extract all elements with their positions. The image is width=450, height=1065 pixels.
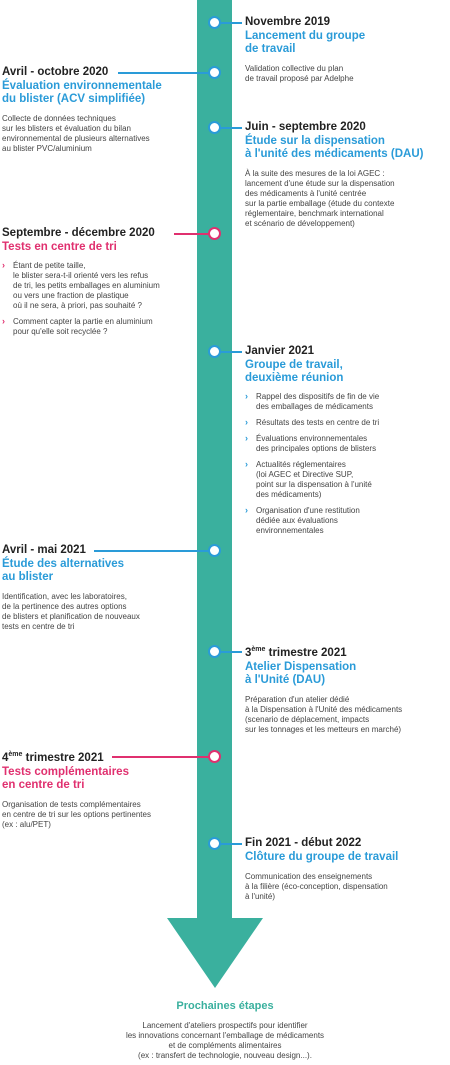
event-date: Fin 2021 - début 2022 [245, 837, 362, 849]
event-date: Septembre - décembre 2020 [2, 227, 155, 239]
connector [220, 127, 242, 129]
timeline-dot [208, 227, 221, 240]
timeline-dot [208, 837, 221, 850]
next-steps-description: Lancement d'ateliers prospectifs pour identifier les innovations concernant l'emballage de médicaments et de compléments alimentaires (ex : transfert de technologie, nouveau design...). [125, 1021, 325, 1060]
timeline-dot [208, 66, 221, 79]
timeline-dot [208, 750, 221, 763]
list-item: › Actualités réglementaires (loi AGEC et Directive SUP, point sur la dispensation à l'unité des médicaments) [245, 459, 372, 499]
timeline-dot [208, 544, 221, 557]
list-item: › Rappel des dispositifs de fin de vie des emballages de médicaments [245, 391, 380, 411]
event-date: Novembre 2019 [245, 16, 331, 28]
event-description: Communication des enseignements à la filière (éco-conception, dispensation à l'unité) [245, 872, 388, 901]
event-3eme-trimestre-2021 [245, 643, 447, 735]
chevron-right-icon: › [245, 505, 248, 515]
event-fin-2021-debut-2022 [245, 837, 447, 902]
event-date: Juin - septembre 2020 [245, 121, 366, 133]
event-date: 3ème trimestre 2021 [245, 646, 347, 659]
timeline-spine [197, 0, 232, 925]
event-avril-mai-2021 [2, 544, 197, 632]
list-item: › Résultats des tests en centre de tri [245, 417, 380, 427]
event-date: Avril - octobre 2020 [2, 66, 109, 78]
event-description: Validation collective du plan de travail proposé par Adelphe [245, 64, 354, 83]
chevron-right-icon: › [245, 433, 248, 443]
event-juin-septembre-2020 [245, 121, 447, 229]
event-bullets [245, 392, 445, 536]
event-title: Étude sur la dispensation à l'unité des médicaments (DAU) [245, 135, 424, 160]
event-description: Identification, avec les laboratoires, de la pertinence des autres options de blisters et planification de nouveaux tests en centre de tri [2, 592, 140, 631]
event-title: Évaluation environnementale du blister (ACV simplifiée) [2, 80, 162, 105]
event-title: Lancement du groupe de travail [245, 30, 366, 55]
timeline-dot [208, 645, 221, 658]
event-avril-octobre-2020 [2, 66, 197, 154]
list-item: › Organisation d'une restitution dédiée aux évaluations environnementales [245, 505, 360, 535]
event-title: Étude des alternatives au blister [2, 558, 125, 583]
event-date: Janvier 2021 [245, 345, 315, 357]
connector [220, 22, 242, 24]
chevron-right-icon: › [245, 391, 248, 401]
timeline-arrowhead [167, 918, 263, 988]
connector [220, 651, 242, 653]
timeline-dot [208, 121, 221, 134]
chevron-right-icon: › [2, 260, 5, 270]
event-description: Préparation d'un atelier dédié à la Dispensation à l'Unité des médicaments (scenario de déplacement, impacts sur les tonnages et les metteurs en marché) [245, 694, 403, 734]
event-title: Tests en centre de tri [2, 241, 117, 253]
connector [220, 351, 242, 353]
event-title: Groupe de travail, deuxième réunion [245, 359, 344, 384]
chevron-right-icon: › [245, 417, 248, 427]
chevron-right-icon: › [245, 459, 248, 469]
event-date: 4ème trimestre 2021 [2, 751, 104, 764]
event-4eme-trimestre-2021 [2, 748, 197, 830]
event-description: À la suite des mesures de la loi AGEC : lancement d'une étude sur la dispensation des médicaments à l'unité centrée sur la partie emballage (étude du contexte réglementaire, benchmark international et scénario de développement) [245, 169, 395, 228]
event-janvier-2021 [245, 345, 445, 542]
connector [220, 843, 242, 845]
list-item: › Comment capter la partie en aluminium pour qu'elle soit recyclée ? [2, 316, 153, 336]
next-steps-title: Prochaines étapes [176, 1000, 274, 1012]
event-bullets [2, 261, 197, 337]
event-title: Clôture du groupe de travail [245, 851, 399, 863]
event-november-2019 [245, 16, 445, 84]
event-septembre-decembre-2020 [2, 227, 197, 343]
event-description: Collecte de données techniques sur les blisters et évaluation du bilan environnemental de plusieurs alternatives au blister PVC/aluminium [2, 114, 150, 153]
chevron-right-icon: › [2, 316, 5, 326]
list-item: › Étant de petite taille, le blister sera-t-il orienté vers les refus de tri, les petits emballages en aluminium ou vers une fraction de plastique où il ne sera, à priori, pas souhaité ? [2, 260, 160, 310]
event-title: Tests complémentaires en centre de tri [2, 765, 129, 791]
timeline-dot [208, 345, 221, 358]
event-description: Organisation de tests complémentaires en centre de tri sur les options pertinentes (ex : alu/PET) [2, 799, 151, 829]
next-steps [80, 1000, 370, 1061]
event-title: Atelier Dispensation à l'Unité (DAU) [245, 660, 357, 686]
timeline-dot [208, 16, 221, 29]
event-date: Avril - mai 2021 [2, 544, 86, 556]
list-item: › Évaluations environnementales des principales options de blisters [245, 433, 377, 453]
